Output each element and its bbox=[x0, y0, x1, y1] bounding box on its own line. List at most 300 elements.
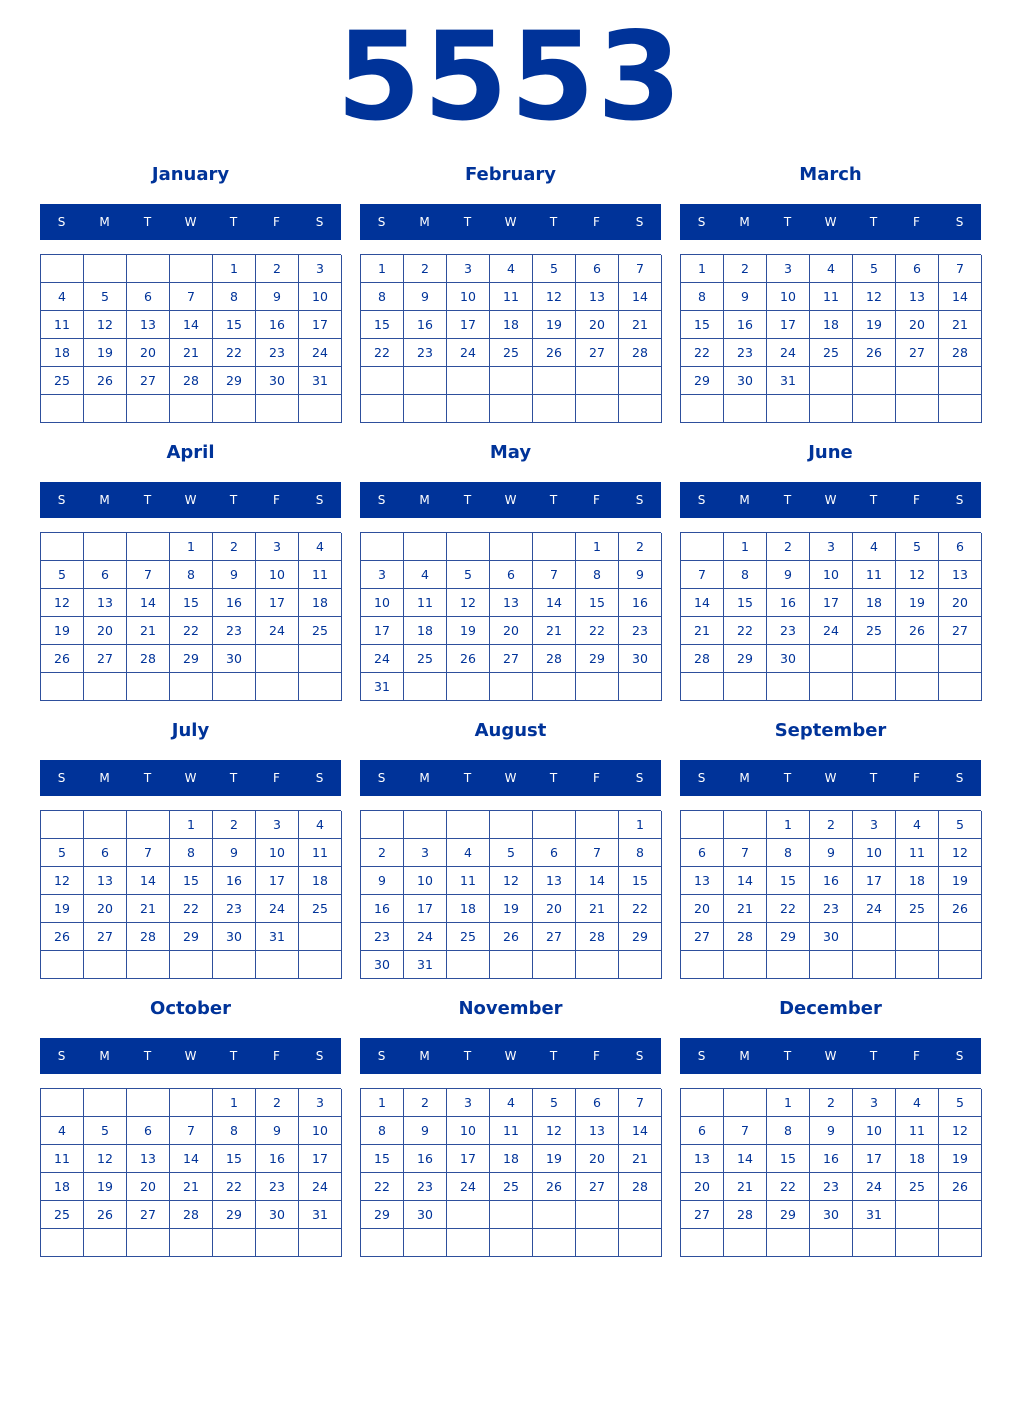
weekday-label: S bbox=[635, 771, 644, 785]
day-cell: 7 bbox=[533, 561, 576, 589]
day-cell: 15 bbox=[170, 867, 213, 895]
empty-day-cell bbox=[127, 1229, 170, 1257]
day-cell: 31 bbox=[853, 1201, 896, 1229]
empty-day-cell bbox=[361, 367, 404, 395]
month-title: May bbox=[489, 442, 532, 463]
day-cell: 1 bbox=[213, 1089, 256, 1117]
day-cell: 10 bbox=[256, 839, 299, 867]
day-cell: 29 bbox=[213, 1201, 256, 1229]
weekday-label: M bbox=[739, 493, 750, 507]
day-cell: 1 bbox=[576, 533, 619, 561]
day-cell: 24 bbox=[853, 1173, 896, 1201]
day-cell: 20 bbox=[896, 311, 939, 339]
day-cell: 2 bbox=[619, 533, 662, 561]
day-cell: 4 bbox=[41, 1117, 84, 1145]
empty-day-cell bbox=[170, 951, 213, 979]
empty-day-cell bbox=[810, 951, 853, 979]
empty-day-cell bbox=[533, 811, 576, 839]
day-cell: 13 bbox=[533, 867, 576, 895]
weekday-label: W bbox=[504, 1049, 517, 1063]
empty-day-cell bbox=[447, 367, 490, 395]
day-cell: 27 bbox=[576, 339, 619, 367]
weekday-label: S bbox=[955, 1049, 964, 1063]
day-cell: 6 bbox=[127, 283, 170, 311]
day-cell: 22 bbox=[767, 1173, 810, 1201]
day-cell: 11 bbox=[810, 283, 853, 311]
day-cell: 25 bbox=[299, 895, 342, 923]
day-cell: 9 bbox=[810, 839, 853, 867]
day-cell: 11 bbox=[896, 1117, 939, 1145]
day-cell: 11 bbox=[41, 1145, 84, 1173]
weekday-label: T bbox=[549, 493, 558, 507]
day-cell: 21 bbox=[533, 617, 576, 645]
day-cell: 23 bbox=[619, 617, 662, 645]
day-cell: 3 bbox=[404, 839, 447, 867]
empty-day-cell bbox=[41, 395, 84, 423]
empty-day-cell bbox=[41, 1089, 84, 1117]
empty-day-cell bbox=[361, 395, 404, 423]
day-cell: 10 bbox=[299, 1117, 342, 1145]
day-cell: 2 bbox=[404, 1089, 447, 1117]
day-cell: 7 bbox=[939, 255, 982, 283]
day-cell: 26 bbox=[490, 923, 533, 951]
day-cell: 31 bbox=[767, 367, 810, 395]
day-cell: 2 bbox=[767, 533, 810, 561]
day-cell: 25 bbox=[404, 645, 447, 673]
weekday-label: F bbox=[913, 493, 920, 507]
day-cell: 10 bbox=[810, 561, 853, 589]
day-cell: 22 bbox=[619, 895, 662, 923]
day-cell: 6 bbox=[490, 561, 533, 589]
empty-day-cell bbox=[681, 1089, 724, 1117]
weekday-label: S bbox=[955, 493, 964, 507]
empty-day-cell bbox=[896, 367, 939, 395]
empty-day-cell bbox=[256, 395, 299, 423]
empty-day-cell bbox=[299, 673, 342, 701]
day-cell: 4 bbox=[447, 839, 490, 867]
day-cell: 6 bbox=[681, 839, 724, 867]
empty-day-cell bbox=[576, 673, 619, 701]
weekday-label: S bbox=[57, 215, 66, 229]
day-cell: 23 bbox=[256, 1173, 299, 1201]
day-cell: 18 bbox=[896, 1145, 939, 1173]
day-cell: 27 bbox=[84, 645, 127, 673]
day-cell: 29 bbox=[767, 923, 810, 951]
day-cell: 21 bbox=[681, 617, 724, 645]
empty-day-cell bbox=[361, 811, 404, 839]
day-cell: 8 bbox=[213, 1117, 256, 1145]
day-cell: 13 bbox=[576, 283, 619, 311]
day-cell: 13 bbox=[84, 589, 127, 617]
day-cell: 29 bbox=[681, 367, 724, 395]
day-cell: 4 bbox=[896, 1089, 939, 1117]
month-june bbox=[680, 438, 981, 716]
day-cell: 24 bbox=[810, 617, 853, 645]
day-cell: 24 bbox=[256, 895, 299, 923]
day-cell: 3 bbox=[767, 255, 810, 283]
weekday-label: S bbox=[315, 771, 324, 785]
day-cell: 14 bbox=[127, 867, 170, 895]
empty-day-cell bbox=[170, 1089, 213, 1117]
day-cell: 19 bbox=[41, 895, 84, 923]
day-cell: 10 bbox=[767, 283, 810, 311]
weekday-label: M bbox=[99, 493, 110, 507]
day-cell: 29 bbox=[767, 1201, 810, 1229]
day-cell: 23 bbox=[404, 1173, 447, 1201]
day-cell: 24 bbox=[299, 339, 342, 367]
empty-day-cell bbox=[490, 1201, 533, 1229]
day-cell: 2 bbox=[724, 255, 767, 283]
empty-day-cell bbox=[619, 673, 662, 701]
weekday-header bbox=[40, 204, 341, 240]
month-october bbox=[40, 994, 341, 1272]
day-cell: 25 bbox=[490, 1173, 533, 1201]
day-cell: 24 bbox=[447, 1173, 490, 1201]
day-cell: 5 bbox=[939, 811, 982, 839]
day-cell: 20 bbox=[681, 895, 724, 923]
day-cell: 24 bbox=[853, 895, 896, 923]
empty-day-cell bbox=[681, 673, 724, 701]
weekday-label: T bbox=[229, 771, 238, 785]
day-cell: 10 bbox=[853, 839, 896, 867]
weekday-header bbox=[680, 482, 981, 518]
day-cell: 23 bbox=[810, 1173, 853, 1201]
day-cell: 21 bbox=[724, 895, 767, 923]
weekday-header bbox=[40, 482, 341, 518]
day-cell: 27 bbox=[84, 923, 127, 951]
day-cell: 27 bbox=[681, 1201, 724, 1229]
weekday-label: F bbox=[913, 1049, 920, 1063]
day-cell: 5 bbox=[84, 283, 127, 311]
day-cell: 24 bbox=[404, 923, 447, 951]
day-cell: 26 bbox=[41, 645, 84, 673]
empty-day-cell bbox=[361, 533, 404, 561]
day-cell: 8 bbox=[170, 561, 213, 589]
weekday-header bbox=[360, 482, 661, 518]
empty-day-cell bbox=[810, 395, 853, 423]
weekday-label: W bbox=[824, 493, 837, 507]
empty-day-cell bbox=[447, 1201, 490, 1229]
day-grid bbox=[40, 1088, 341, 1257]
day-cell: 21 bbox=[127, 895, 170, 923]
day-cell: 3 bbox=[810, 533, 853, 561]
weekday-label: W bbox=[824, 215, 837, 229]
empty-day-cell bbox=[533, 1229, 576, 1257]
weekday-label: F bbox=[913, 215, 920, 229]
day-cell: 10 bbox=[447, 1117, 490, 1145]
empty-day-cell bbox=[619, 1201, 662, 1229]
weekday-label: S bbox=[955, 771, 964, 785]
weekday-label: F bbox=[913, 771, 920, 785]
day-cell: 19 bbox=[84, 1173, 127, 1201]
day-cell: 18 bbox=[896, 867, 939, 895]
empty-day-cell bbox=[724, 811, 767, 839]
day-cell: 13 bbox=[576, 1117, 619, 1145]
weekday-label: M bbox=[99, 1049, 110, 1063]
day-cell: 1 bbox=[767, 1089, 810, 1117]
month-july bbox=[40, 716, 341, 994]
day-cell: 4 bbox=[810, 255, 853, 283]
day-cell: 5 bbox=[41, 839, 84, 867]
day-cell: 13 bbox=[681, 1145, 724, 1173]
empty-day-cell bbox=[810, 673, 853, 701]
day-cell: 31 bbox=[361, 673, 404, 701]
day-cell: 11 bbox=[447, 867, 490, 895]
day-cell: 14 bbox=[533, 589, 576, 617]
day-cell: 11 bbox=[853, 561, 896, 589]
day-cell: 4 bbox=[490, 255, 533, 283]
day-cell: 19 bbox=[533, 311, 576, 339]
day-cell: 30 bbox=[767, 645, 810, 673]
day-cell: 8 bbox=[619, 839, 662, 867]
month-title: September bbox=[774, 720, 887, 741]
day-cell: 3 bbox=[256, 811, 299, 839]
day-cell: 19 bbox=[490, 895, 533, 923]
empty-day-cell bbox=[404, 395, 447, 423]
day-cell: 17 bbox=[853, 1145, 896, 1173]
day-cell: 13 bbox=[939, 561, 982, 589]
empty-day-cell bbox=[447, 1229, 490, 1257]
empty-day-cell bbox=[490, 395, 533, 423]
day-cell: 21 bbox=[127, 617, 170, 645]
day-cell: 24 bbox=[361, 645, 404, 673]
day-cell: 29 bbox=[170, 645, 213, 673]
day-cell: 11 bbox=[404, 589, 447, 617]
day-cell: 14 bbox=[619, 283, 662, 311]
day-cell: 8 bbox=[361, 1117, 404, 1145]
day-cell: 26 bbox=[84, 1201, 127, 1229]
empty-day-cell bbox=[84, 1229, 127, 1257]
month-may bbox=[360, 438, 661, 716]
day-cell: 25 bbox=[853, 617, 896, 645]
empty-day-cell bbox=[724, 395, 767, 423]
day-cell: 6 bbox=[84, 839, 127, 867]
empty-day-cell bbox=[853, 395, 896, 423]
day-cell: 3 bbox=[361, 561, 404, 589]
weekday-label: T bbox=[783, 215, 792, 229]
day-cell: 20 bbox=[84, 617, 127, 645]
day-cell: 6 bbox=[576, 255, 619, 283]
day-cell: 2 bbox=[256, 1089, 299, 1117]
empty-day-cell bbox=[84, 255, 127, 283]
day-cell: 7 bbox=[170, 283, 213, 311]
day-cell: 21 bbox=[619, 311, 662, 339]
weekday-label: S bbox=[315, 215, 324, 229]
day-cell: 16 bbox=[256, 1145, 299, 1173]
empty-day-cell bbox=[533, 673, 576, 701]
day-cell: 17 bbox=[853, 867, 896, 895]
day-cell: 20 bbox=[576, 1145, 619, 1173]
weekday-label: T bbox=[783, 771, 792, 785]
empty-day-cell bbox=[767, 951, 810, 979]
day-cell: 15 bbox=[619, 867, 662, 895]
day-cell: 13 bbox=[896, 283, 939, 311]
day-cell: 30 bbox=[810, 923, 853, 951]
day-cell: 17 bbox=[299, 311, 342, 339]
day-cell: 12 bbox=[896, 561, 939, 589]
empty-day-cell bbox=[41, 673, 84, 701]
day-cell: 18 bbox=[490, 1145, 533, 1173]
weekday-label: T bbox=[869, 1049, 878, 1063]
empty-day-cell bbox=[41, 1229, 84, 1257]
day-cell: 15 bbox=[361, 1145, 404, 1173]
day-cell: 24 bbox=[299, 1173, 342, 1201]
day-cell: 1 bbox=[619, 811, 662, 839]
empty-day-cell bbox=[533, 951, 576, 979]
empty-day-cell bbox=[127, 811, 170, 839]
empty-day-cell bbox=[490, 533, 533, 561]
day-cell: 1 bbox=[361, 255, 404, 283]
day-cell: 2 bbox=[213, 811, 256, 839]
day-grid bbox=[680, 1088, 981, 1257]
day-cell: 10 bbox=[853, 1117, 896, 1145]
weekday-label: T bbox=[463, 1049, 472, 1063]
weekday-label: T bbox=[869, 771, 878, 785]
weekday-label: T bbox=[549, 215, 558, 229]
day-cell: 19 bbox=[533, 1145, 576, 1173]
empty-day-cell bbox=[853, 645, 896, 673]
weekday-label: W bbox=[504, 771, 517, 785]
empty-day-cell bbox=[939, 673, 982, 701]
day-cell: 28 bbox=[724, 1201, 767, 1229]
day-cell: 16 bbox=[213, 867, 256, 895]
weekday-label: M bbox=[419, 1049, 430, 1063]
weekday-label: M bbox=[419, 771, 430, 785]
weekday-label: S bbox=[57, 1049, 66, 1063]
day-cell: 8 bbox=[681, 283, 724, 311]
weekday-label: W bbox=[504, 215, 517, 229]
day-cell: 30 bbox=[404, 1201, 447, 1229]
weekday-label: S bbox=[315, 493, 324, 507]
day-cell: 25 bbox=[447, 923, 490, 951]
weekday-header bbox=[360, 760, 661, 796]
month-title: August bbox=[474, 720, 547, 741]
empty-day-cell bbox=[41, 255, 84, 283]
day-cell: 17 bbox=[447, 311, 490, 339]
day-cell: 5 bbox=[84, 1117, 127, 1145]
day-cell: 14 bbox=[724, 867, 767, 895]
day-cell: 7 bbox=[127, 561, 170, 589]
day-cell: 12 bbox=[533, 283, 576, 311]
weekday-label: W bbox=[184, 493, 197, 507]
day-cell: 14 bbox=[170, 1145, 213, 1173]
weekday-label: T bbox=[869, 493, 878, 507]
weekday-label: M bbox=[419, 215, 430, 229]
weekday-label: S bbox=[315, 1049, 324, 1063]
day-cell: 27 bbox=[896, 339, 939, 367]
day-cell: 8 bbox=[767, 1117, 810, 1145]
day-cell: 14 bbox=[576, 867, 619, 895]
day-cell: 28 bbox=[619, 1173, 662, 1201]
day-cell: 8 bbox=[767, 839, 810, 867]
day-cell: 23 bbox=[256, 339, 299, 367]
day-cell: 1 bbox=[724, 533, 767, 561]
month-title: October bbox=[150, 998, 231, 1019]
empty-day-cell bbox=[724, 1089, 767, 1117]
weekday-label: S bbox=[377, 1049, 386, 1063]
day-cell: 28 bbox=[724, 923, 767, 951]
month-april bbox=[40, 438, 341, 716]
empty-day-cell bbox=[619, 367, 662, 395]
month-november bbox=[360, 994, 661, 1272]
day-cell: 23 bbox=[213, 895, 256, 923]
empty-day-cell bbox=[576, 1201, 619, 1229]
empty-day-cell bbox=[533, 367, 576, 395]
weekday-label: S bbox=[57, 771, 66, 785]
month-title: June bbox=[808, 442, 853, 463]
day-grid bbox=[40, 532, 341, 701]
day-cell: 26 bbox=[853, 339, 896, 367]
empty-day-cell bbox=[681, 533, 724, 561]
weekday-label: F bbox=[593, 215, 600, 229]
empty-day-cell bbox=[853, 1229, 896, 1257]
empty-day-cell bbox=[724, 673, 767, 701]
empty-day-cell bbox=[681, 395, 724, 423]
day-cell: 20 bbox=[84, 895, 127, 923]
empty-day-cell bbox=[939, 951, 982, 979]
weekday-label: M bbox=[99, 215, 110, 229]
empty-day-cell bbox=[939, 923, 982, 951]
day-cell: 18 bbox=[404, 617, 447, 645]
weekday-label: S bbox=[57, 493, 66, 507]
day-cell: 2 bbox=[256, 255, 299, 283]
day-cell: 24 bbox=[447, 339, 490, 367]
day-cell: 12 bbox=[939, 1117, 982, 1145]
day-cell: 24 bbox=[767, 339, 810, 367]
empty-day-cell bbox=[490, 673, 533, 701]
empty-day-cell bbox=[404, 367, 447, 395]
empty-day-cell bbox=[447, 533, 490, 561]
day-cell: 3 bbox=[853, 811, 896, 839]
weekday-label: T bbox=[463, 215, 472, 229]
month-title: January bbox=[151, 164, 230, 185]
day-cell: 18 bbox=[853, 589, 896, 617]
empty-day-cell bbox=[213, 395, 256, 423]
day-cell: 22 bbox=[361, 1173, 404, 1201]
empty-day-cell bbox=[576, 367, 619, 395]
day-cell: 28 bbox=[533, 645, 576, 673]
day-cell: 29 bbox=[213, 367, 256, 395]
day-cell: 7 bbox=[681, 561, 724, 589]
day-cell: 13 bbox=[127, 311, 170, 339]
empty-day-cell bbox=[939, 645, 982, 673]
weekday-label: W bbox=[824, 1049, 837, 1063]
weekday-label: M bbox=[739, 771, 750, 785]
day-cell: 18 bbox=[490, 311, 533, 339]
day-cell: 22 bbox=[576, 617, 619, 645]
day-cell: 22 bbox=[170, 895, 213, 923]
day-cell: 2 bbox=[213, 533, 256, 561]
day-cell: 21 bbox=[576, 895, 619, 923]
day-cell: 12 bbox=[41, 867, 84, 895]
weekday-header bbox=[680, 204, 981, 240]
day-cell: 15 bbox=[767, 1145, 810, 1173]
day-cell: 5 bbox=[853, 255, 896, 283]
day-cell: 18 bbox=[299, 589, 342, 617]
day-cell: 13 bbox=[490, 589, 533, 617]
weekday-header bbox=[360, 204, 661, 240]
weekday-label: M bbox=[739, 215, 750, 229]
weekday-label: F bbox=[593, 1049, 600, 1063]
day-cell: 11 bbox=[490, 283, 533, 311]
day-cell: 30 bbox=[361, 951, 404, 979]
day-cell: 21 bbox=[724, 1173, 767, 1201]
day-cell: 30 bbox=[810, 1201, 853, 1229]
weekday-label: T bbox=[229, 1049, 238, 1063]
empty-day-cell bbox=[853, 673, 896, 701]
empty-day-cell bbox=[299, 395, 342, 423]
month-august bbox=[360, 716, 661, 994]
